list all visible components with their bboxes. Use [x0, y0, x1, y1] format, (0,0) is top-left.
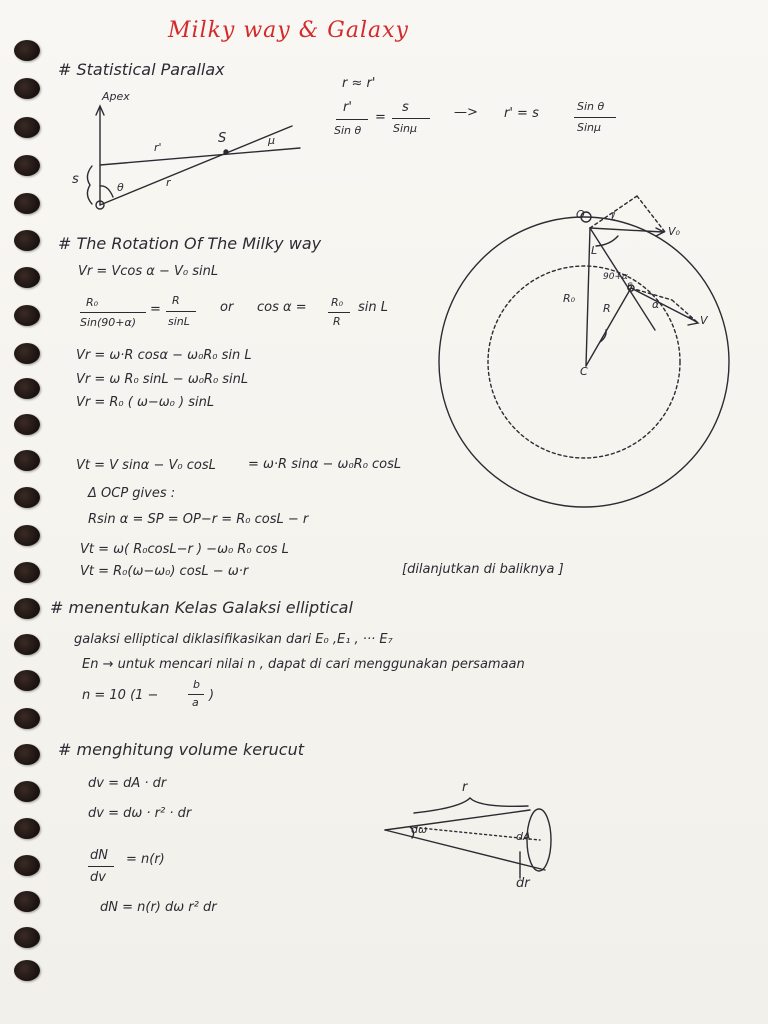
label-r: r [166, 176, 171, 189]
elliptical-formula-post: ) [209, 688, 215, 703]
section-heading-cone: # menghitung volume kerucut [58, 740, 304, 759]
eq-rsin: Rsin α = SP = OP−r = R₀ cosL − r [88, 512, 309, 527]
label-S: S [218, 131, 227, 146]
eq-vr-2: Vr = ω·R cosα − ω₀R₀ sin L [76, 348, 252, 363]
cone-eq-4: dN = n(r) dω r² dr [100, 900, 217, 915]
sine-rule-bar-2 [166, 311, 196, 312]
dashed-2 [637, 196, 665, 232]
elliptical-frac-den: a [192, 696, 199, 709]
result-denominator: Sinμ [577, 121, 602, 134]
vector-V0 [590, 228, 663, 232]
cos-alpha-den: R [333, 315, 341, 328]
section-heading-elliptical: # menentukan Kelas Galaksi elliptical [50, 598, 353, 617]
continued-note: [dilanjutkan di baliknya ] [402, 562, 564, 577]
cone-frac-den: dv [90, 870, 106, 885]
theta-arc [100, 186, 113, 197]
section-heading-parallax: # Statistical Parallax [58, 60, 225, 79]
star-point [224, 150, 228, 154]
cone-eq-1: dv = dA · dr [88, 776, 167, 791]
diagram-label-V0: V₀ [668, 225, 680, 238]
diagram-label-V: V [700, 314, 708, 327]
diagram-label-C: C [580, 365, 588, 378]
diagram-label-alpha: α [652, 298, 660, 311]
result-numerator: Sin θ [577, 100, 605, 113]
outer-orbit [439, 217, 729, 507]
label-theta: θ [117, 181, 124, 194]
cos-alpha-bar [328, 312, 350, 313]
fraction-2-bar [392, 118, 430, 119]
eq-vt-1b: = ω·R sinα − ω₀R₀ cosL [248, 457, 402, 472]
sine-rule-num-2: R [172, 294, 180, 307]
cos-alpha-rhs: sin L [358, 300, 388, 315]
eq-vt-1: Vt = V sinα − V₀ cosL [76, 458, 216, 473]
cone-eq-2: dv = dω · r² · dr [88, 806, 192, 821]
cone-label-dA: dA [516, 830, 531, 843]
fraction-2-denominator: Sinμ [393, 122, 418, 135]
eq-vt-3: Vt = R₀(ω−ω₀) cosL − ω·r [80, 564, 249, 579]
implies-arrow: —> [454, 105, 478, 120]
elliptical-line-1: galaksi elliptical diklasifikasikan dari E₀ ,E₁ , ··· E₇ [74, 632, 393, 647]
elliptical-formula-pre: n = 10 (1 − [82, 688, 159, 703]
line-r-prime [100, 148, 300, 165]
triangle-ocp: Δ OCP gives : [88, 486, 176, 501]
result-fraction-bar [574, 117, 616, 118]
diagram-label-S: S [627, 282, 633, 292]
sine-rule-den-2: sinL [168, 315, 190, 328]
label-mu: μ [268, 134, 275, 147]
sine-rule-bar-1 [80, 312, 146, 313]
or-word: or [220, 300, 234, 315]
elliptical-frac-bar [188, 694, 204, 695]
cone-label-dw: dω [411, 823, 428, 836]
cos-alpha-num: R₀ [331, 296, 344, 309]
result-lhs: r' = s [504, 106, 539, 121]
cone-label-dr: dr [516, 876, 530, 891]
label-s: s [72, 172, 79, 187]
sine-rule-den-1: Sin(90+α) [80, 316, 137, 329]
diagram-label-90a: 90+α [603, 272, 628, 282]
line-R [586, 288, 631, 366]
equals-sign: = [375, 110, 386, 125]
section-heading-rotation: # The Rotation Of The Milky way [58, 234, 322, 253]
cone-frac-num: dN [90, 848, 108, 863]
cone-label-r: r [462, 780, 468, 795]
label-apex: Apex [102, 90, 130, 103]
s-brace [87, 166, 92, 204]
elliptical-frac-num: b [193, 678, 200, 691]
diagram-label-O: O [576, 208, 585, 221]
diagram-label-R0: R₀ [563, 292, 576, 305]
line-R0 [586, 228, 590, 366]
vector-V [631, 288, 697, 322]
fraction-1-denominator: Sin θ [334, 124, 362, 137]
diagram-label-L: L [591, 244, 598, 257]
fraction-1-numerator: r' [343, 100, 352, 115]
eq-vt-2: Vt = ω( R₀cosL−r ) −ω₀ R₀ cos L [80, 542, 289, 557]
elliptical-line-2: En → untuk mencari nilai n , dapat di cari menggunakan persamaan [82, 657, 525, 672]
sine-rule-num-1: R₀ [86, 296, 99, 309]
angle-l-arc [596, 236, 618, 246]
diagram-label-l-top: ℓ [611, 210, 616, 223]
line-r [100, 126, 292, 205]
inner-orbit [488, 266, 680, 458]
eq-vr-4: Vr = R₀ ( ω−ω₀ ) sinL [76, 395, 215, 410]
diagram-label-R: R [603, 302, 611, 315]
cone-top-edge [385, 810, 530, 830]
fraction-2-numerator: s [402, 100, 409, 115]
cone-r-brace [414, 798, 528, 813]
fraction-1-bar [336, 119, 368, 120]
eq-vr-3: Vr = ω R₀ sinL − ω₀R₀ sinL [76, 372, 249, 387]
cone-frac-bar [88, 866, 114, 867]
approx-equation: r ≈ r' [342, 76, 376, 91]
rotation-diagram [439, 196, 729, 507]
cos-alpha-lhs: cos α = [257, 300, 307, 315]
cone-eq-3: = n(r) [126, 852, 165, 867]
page-title: Milky way & Galaxy [168, 18, 409, 43]
label-r-prime: r' [154, 141, 162, 154]
sine-rule-equals: = [150, 302, 161, 317]
eq-vr-1: Vr = Vcos α − V₀ sinL [78, 264, 219, 279]
